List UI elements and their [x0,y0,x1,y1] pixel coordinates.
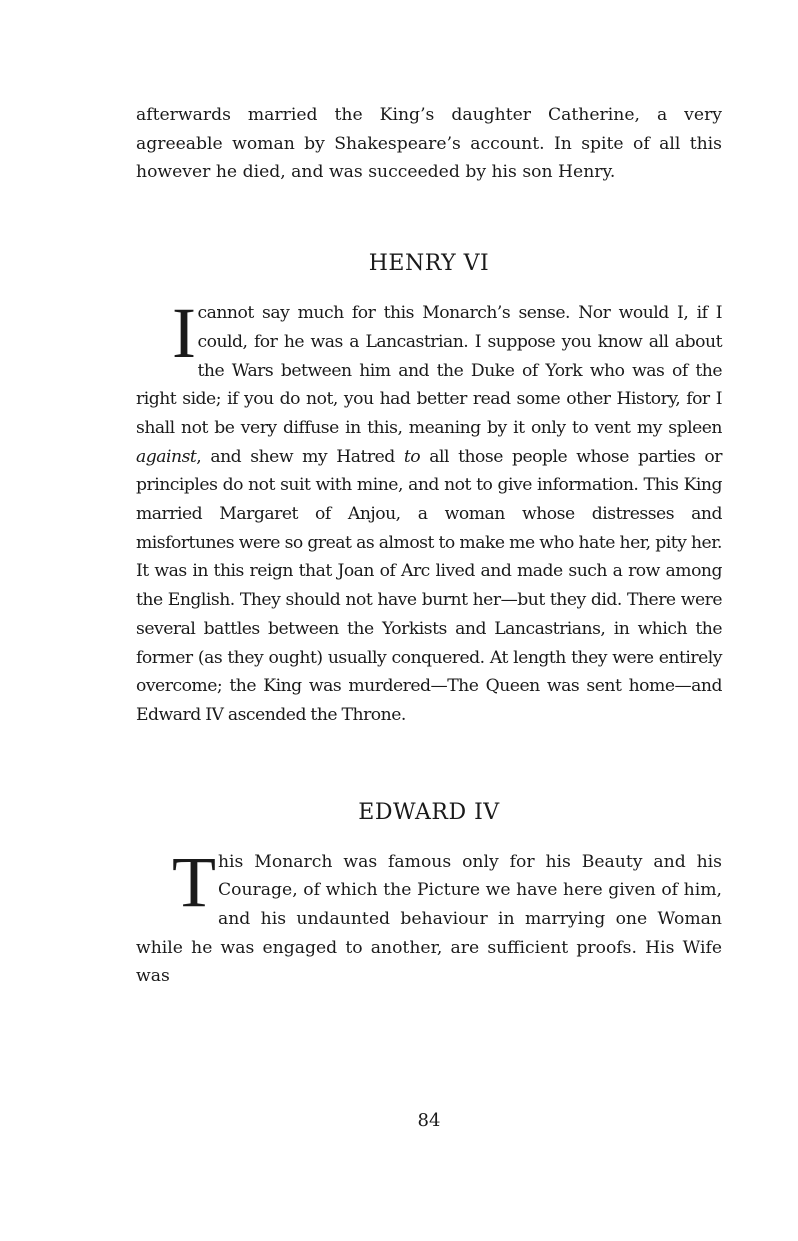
page-body [136,101,722,991]
edward-iv-text: his Monarch was famous only for his Beauty and his Courage, of which the Picture we have here given of him, and his undaunted behaviour in marrying one Woman while he was engaged to another, are sufficient proofs. His Wife was [136,851,722,987]
drop-cap-henry-vi: I [172,293,196,374]
henry-vi-text-1: cannot say much for this Monarch’s sense. Nor would I, if I could, for he was a Lancastrian. I suppose you know all about the Wars between him and the Duke of York who was of the right side; if you do not, you had better read some other History, for I shall not be very diffuse in this, meaning by it only to vent my spleen [136,303,722,438]
henry-vi-paragraph [136,293,723,730]
edward-iv-paragraph [136,841,722,992]
henry-vi-italic-to: to [403,446,421,467]
henry-vi-text-2: , and shew my Hatred [196,446,404,467]
henry-vi-italic-against: against [136,446,197,467]
chapter-title-edward-iv: EDWARD IV [358,799,500,825]
chapter-title-henry-vi: HENRY VI [368,251,490,277]
opening-paragraph: afterwards married the King’s daughter Catherine, a very agreeable woman by Shakespeare’s account. In spite of all this however he died, and was succeeded by his son Henry. [136,105,722,183]
page-number: 84 [417,1110,441,1131]
henry-vi-text-3: all those people whose parties or principles do not suit with mine, and not to give information. This King married Margaret of Anjou, a woman whose distresses and misfortunes were so great as almost to make me who hate her, pity her. It was in this reign that Joan of Arc lived and made such a row among the English. They should not have burnt her—but they did. There were several battles between the Yorkists and Lancastrians, in which the former (as they ought) usually conquered. At length they were entirely overcome; the King was murdered—The Queen was sent home—and Edward IV ascended the Throne. [136,446,723,725]
drop-cap-edward-iv: T [172,841,216,922]
